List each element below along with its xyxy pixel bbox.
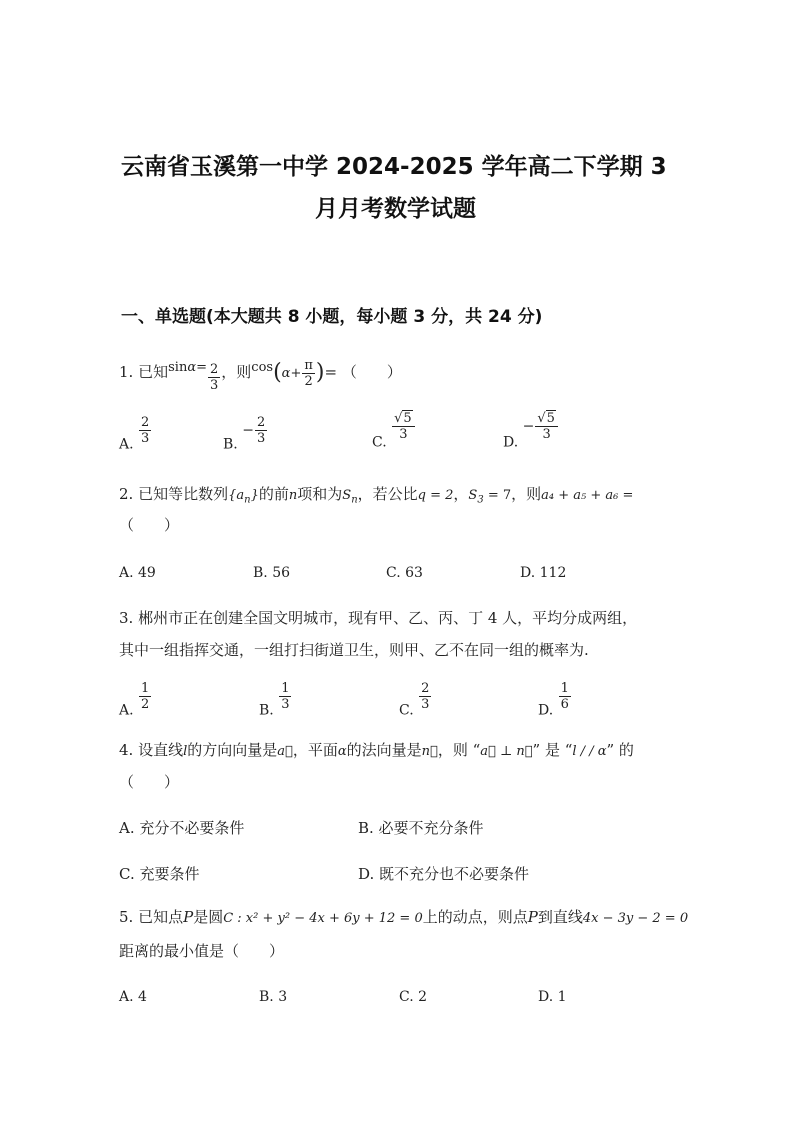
option-label: B. <box>259 702 274 719</box>
q3-option-a[interactable] <box>119 682 152 719</box>
seq-sub: n <box>244 494 251 506</box>
q2-Sn <box>342 488 358 506</box>
option-label: D. <box>503 434 519 451</box>
question-2 <box>119 484 633 511</box>
q2-text: ，若公比 <box>357 485 418 503</box>
radicand: 5 <box>546 411 555 426</box>
q1-paren-open: ( <box>273 360 282 385</box>
q3-option-b[interactable] <box>259 682 292 719</box>
frac-num: 1 <box>560 681 569 696</box>
option-label: B. <box>223 436 238 453</box>
q5-circle-eq: C : x² + y² − 4x + 6y + 12 = 0 <box>223 911 423 926</box>
q4-cond2: l / / α <box>572 744 607 759</box>
q1-number: 1. <box>119 363 134 381</box>
q1-pi-frac <box>302 359 315 388</box>
q2-sum: a₄ + a₅ + a₆ = <box>541 488 634 503</box>
q5-text: 上的动点，则点 <box>422 908 528 926</box>
q2-text: 已知等比数列 <box>138 485 229 503</box>
q5-text: 到直线 <box>537 908 583 926</box>
q1-paren-close: ) <box>315 360 325 385</box>
option-fraction <box>279 682 291 711</box>
q1-tail: = （ ） <box>324 363 402 381</box>
q4-text: ，平面 <box>292 741 338 759</box>
q1-fraction <box>208 363 220 392</box>
q1-option-a[interactable] <box>119 416 152 453</box>
seq-end: } <box>250 488 259 503</box>
frac-num: 2 <box>256 415 266 430</box>
S3-letter: S <box>468 488 478 503</box>
option-fraction <box>139 416 151 445</box>
q4-number: 4. <box>119 741 134 759</box>
q5-text: 是圆 <box>193 908 224 926</box>
S3-val: = 7 <box>483 488 512 503</box>
frac-num: 2 <box>141 415 150 430</box>
q4-option-a[interactable]: A. 充分不必要条件 <box>119 819 245 837</box>
frac-den: 3 <box>421 697 430 712</box>
option-fraction <box>392 412 415 441</box>
q4-text: ，则 “ <box>437 741 481 759</box>
q4-l: l <box>183 744 188 759</box>
option-fraction <box>419 682 431 711</box>
q2-text: ， <box>453 485 469 503</box>
q1-option-b[interactable] <box>223 416 268 453</box>
q2-option-a[interactable]: A. 49 <box>119 565 156 581</box>
q2-q: q = 2 <box>417 488 454 503</box>
q1-alpha2: α <box>281 366 291 381</box>
q4-text: 设直线 <box>138 741 184 759</box>
q4-option-d[interactable]: D. 既不充分也不必要条件 <box>358 865 530 883</box>
frac-num: 2 <box>421 681 430 696</box>
frac-den: 3 <box>141 431 150 446</box>
q2-S3 <box>468 488 512 506</box>
frac-den: 3 <box>281 697 290 712</box>
q4-n-vec: n⃗ <box>421 744 438 759</box>
q4-option-b[interactable]: B. 必要不充分条件 <box>358 819 484 837</box>
q2-text: ，则 <box>511 485 542 503</box>
q5-P2: P <box>527 908 538 926</box>
q1-alpha: α <box>187 360 197 375</box>
frac-den: 3 <box>210 378 219 393</box>
question-5 <box>119 907 688 929</box>
q2-n: n <box>288 488 298 503</box>
q5-option-b[interactable]: B. 3 <box>259 989 288 1005</box>
q5-line-eq: 4x − 3y − 2 = 0 <box>582 911 689 926</box>
option-label: A. <box>119 436 134 453</box>
q1-option-c[interactable] <box>372 412 416 451</box>
frac-num: 2 <box>210 362 219 377</box>
q1-sin: sin <box>168 360 188 375</box>
q2-number: 2. <box>119 485 134 503</box>
S3-sub: 3 <box>477 494 484 506</box>
q1-cos: cos <box>251 360 274 375</box>
q5-number: 5. <box>119 908 134 926</box>
q4-text: 的方向向量是 <box>187 741 278 759</box>
sqrt-symbol: √5 <box>394 411 412 426</box>
q2-blank: （ ） <box>119 516 180 534</box>
q4-text: ” 是 “ <box>532 741 573 759</box>
q2-text: 的前 <box>258 485 289 503</box>
section-header: 一、单选题(本大题共 8 小题，每小题 3 分，共 24 分) <box>121 307 543 327</box>
q4-option-c[interactable]: C. 充要条件 <box>119 865 200 883</box>
option-fraction <box>139 682 151 711</box>
frac-den: 3 <box>399 427 408 442</box>
frac-den: 2 <box>141 697 150 712</box>
option-sign: − <box>242 422 254 439</box>
q1-option-d[interactable] <box>503 412 559 451</box>
q5-option-c[interactable]: C. 2 <box>399 989 428 1005</box>
option-fraction <box>255 416 267 445</box>
q4-text: 的法向量是 <box>346 741 422 759</box>
q2-option-b[interactable]: B. 56 <box>253 565 291 581</box>
q1-eq: = <box>196 360 207 375</box>
question-3-line2: 其中一组指挥交通，一组打扫街道卫生，则甲、乙不在同一组的概率为. <box>119 641 589 659</box>
question-3-line1: 3. 郴州市正在创建全国文明城市，现有甲、乙、丙、丁 4 人，平均分成两组， <box>119 609 638 627</box>
option-label: C. <box>399 702 414 719</box>
q5-option-a[interactable]: A. 4 <box>119 989 147 1005</box>
q3-option-d[interactable] <box>538 682 572 719</box>
q4-cond1: a⃗ ⊥ n⃗ <box>480 744 533 759</box>
frac-den: 2 <box>304 373 313 389</box>
q5-P: P <box>183 908 194 926</box>
q1-text: 已知 <box>138 363 169 381</box>
q2-option-d[interactable]: D. 112 <box>520 565 567 581</box>
radicand: 5 <box>403 411 412 426</box>
option-label: D. <box>538 702 554 719</box>
S-sub: n <box>351 494 358 506</box>
q2-seq <box>228 488 259 506</box>
option-sign: − <box>522 418 535 435</box>
question-1 <box>119 358 402 392</box>
doc-title-line2: 月月考数学试题 <box>315 196 476 222</box>
q4-alpha: α <box>337 744 347 759</box>
q2-text: 项和为 <box>297 485 343 503</box>
q4-blank: （ ） <box>119 773 180 791</box>
frac-num: 1 <box>141 681 150 696</box>
q1-mid: ，则 <box>221 363 252 381</box>
option-label: C. <box>372 434 387 451</box>
doc-title-line1: 云南省玉溪第一中学 2024-2025 学年高二下学期 3 <box>121 154 667 180</box>
frac-den: 3 <box>256 431 266 446</box>
option-label: A. <box>119 702 134 719</box>
q5-text: 已知点 <box>138 908 184 926</box>
sqrt-symbol: √5 <box>537 411 555 426</box>
option-fraction <box>535 412 558 441</box>
q3-option-c[interactable] <box>399 682 432 719</box>
q4-a-vec: a⃗ <box>277 744 293 759</box>
frac-num: π <box>304 357 313 373</box>
q5-line2: 距离的最小值是（ ） <box>119 942 285 960</box>
question-4 <box>119 740 634 762</box>
S-letter: S <box>342 488 352 503</box>
seq-text: {a <box>228 488 245 503</box>
q4-text: ” 的 <box>606 741 634 759</box>
q1-plus: + <box>290 366 302 381</box>
q2-option-c[interactable]: C. 63 <box>386 565 423 581</box>
option-fraction <box>559 682 571 711</box>
q5-option-d[interactable]: D. 1 <box>538 989 567 1005</box>
frac-den: 6 <box>560 697 569 712</box>
frac-den: 3 <box>542 427 551 442</box>
frac-num: 1 <box>281 681 290 696</box>
